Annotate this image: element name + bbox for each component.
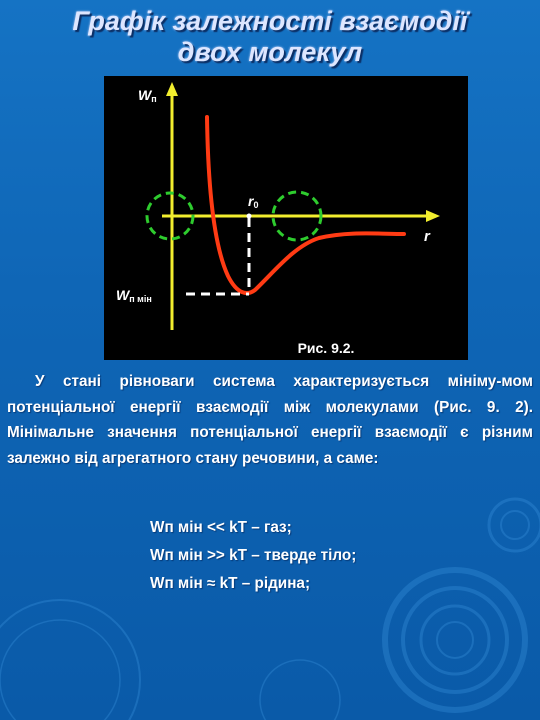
wmin-label-main: W [116, 287, 130, 303]
y-axis-label [138, 87, 157, 104]
body-paragraph: У стані рівноваги система характеризується мініму-мом потенціальної енергії взаємодії між молекулами (Рис. 9. 2). Мінімальне значення потенціальної енергії взаємодії є різним залежно від агрегатного стану речовини, а саме: [7, 373, 533, 467]
r0-label-main: r [248, 193, 254, 209]
potential-energy-figure [104, 76, 468, 360]
y-axis-label-sub: п [151, 94, 157, 104]
slide-title [0, 6, 540, 68]
x-axis-arrow [426, 210, 440, 222]
r0-label-sub: 0 [253, 200, 259, 210]
wmin-label [116, 287, 152, 304]
formula-list [150, 514, 356, 598]
wmin-label-sub: п мін [129, 294, 152, 304]
x-axis-label: r [424, 228, 430, 245]
potential-curve [207, 117, 404, 293]
formula-liquid: Wп мін ≈ kT – рідина; [150, 575, 311, 592]
figure-caption: Рис. 9.2. [297, 340, 355, 356]
potential-energy-diagram [104, 76, 468, 360]
r0-point [247, 214, 252, 219]
formula-gas: Wп мін << kT – газ; [150, 519, 292, 536]
slide-title-line1: Графік залежності взаємодії [72, 6, 468, 36]
formula-solid: Wп мін >> kT – тверде тіло; [150, 547, 357, 564]
y-axis-arrow [166, 82, 178, 96]
slide-title-line2: двох молекул [177, 37, 363, 67]
r0-label [248, 193, 258, 210]
y-axis-label-main: W [138, 87, 152, 103]
